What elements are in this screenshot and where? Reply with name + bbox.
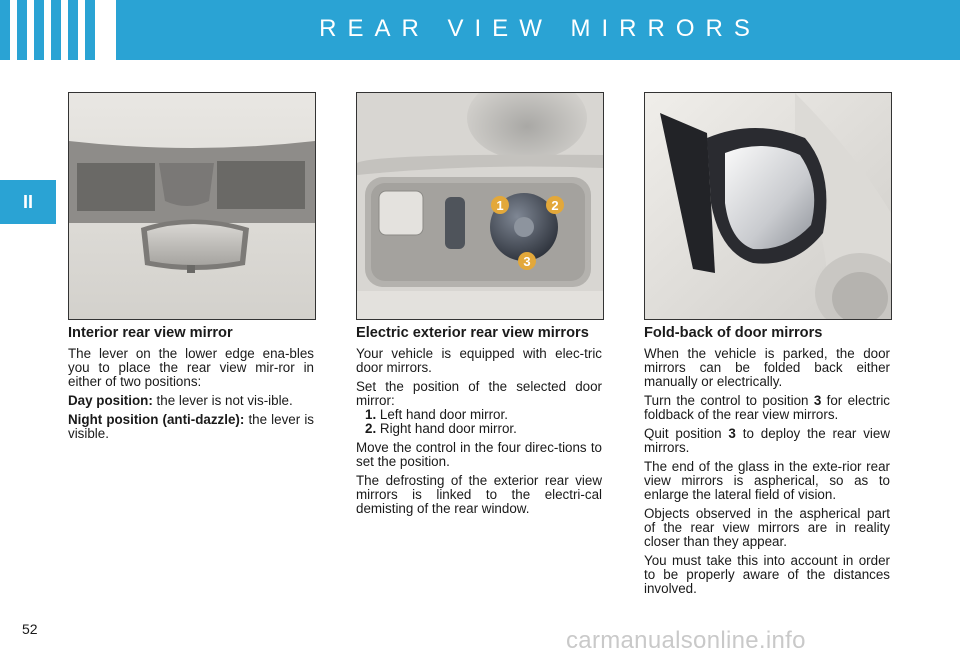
paragraph: The end of the glass in the exte-rior rear view mirrors is aspherical, so as to enlarge the lateral field of vision.: [644, 459, 890, 502]
label: Day position:: [68, 393, 153, 408]
page-header: [0, 0, 960, 60]
svg-text:1: 1: [496, 198, 504, 213]
text: Quit position: [644, 426, 729, 441]
svg-text:3: 3: [523, 254, 531, 269]
item-number: 2.: [365, 421, 377, 436]
section-heading: Interior rear view mirror: [68, 325, 233, 341]
text: for electric foldback of the rear view mirrors.: [644, 393, 890, 422]
text: the lever is not vis-ible.: [152, 393, 293, 408]
paragraph: [68, 413, 314, 441]
svg-text:2: 2: [551, 198, 559, 213]
header-stripe: [10, 0, 17, 60]
paragraph: [644, 394, 890, 422]
section-heading: Electric exterior rear view mirrors: [356, 325, 589, 341]
header-stripe: [78, 0, 85, 60]
header-stripe: [44, 0, 51, 60]
paragraph: [644, 427, 890, 455]
mirror-control-photo: [356, 92, 604, 320]
electric-mirror-section: [356, 326, 602, 521]
header-stripe: [95, 0, 116, 60]
paragraph: [68, 394, 314, 408]
section-heading: Fold-back of door mirrors: [644, 325, 823, 341]
position-number: 3: [813, 393, 822, 408]
text: the lever is visible.: [68, 412, 314, 441]
paragraph: The lever on the lower edge ena-bles you to place the rear view mir-ror in either of two positions:: [68, 346, 314, 389]
paragraph: Your vehicle is equipped with elec-tric door mirrors.: [356, 346, 602, 375]
item-number: 1.: [365, 407, 377, 422]
paragraph: Set the position of the selected door mirror:: [356, 379, 602, 408]
item-text: Right hand door mirror.: [376, 421, 517, 436]
header-stripe: [61, 0, 68, 60]
paragraph: Move the control in the four direc-tions to set the position.: [356, 440, 602, 469]
chapter-tab: II: [0, 180, 56, 224]
header-stripe: [27, 0, 34, 60]
item-text: Left hand door mirror.: [376, 407, 508, 422]
paragraph: Objects observed in the aspherical part of the rear view mirrors are in reality closer than they appear.: [644, 506, 890, 549]
watermark: carmanualsonline.info: [566, 627, 806, 654]
page-number: 52: [22, 621, 38, 637]
callout-2: [546, 196, 564, 214]
text: Turn the control to position: [644, 393, 814, 408]
callout-3: [518, 252, 536, 270]
list-item: [356, 408, 602, 422]
position-number: 3: [728, 426, 736, 441]
list-item: [356, 422, 602, 436]
callout-1: [491, 196, 509, 214]
paragraph: You must take this into account in order to be properly aware of the distances involved.: [644, 553, 890, 596]
interior-mirror-photo: [68, 92, 316, 320]
label: Night position (anti-dazzle):: [68, 412, 245, 427]
door-mirror-photo: [644, 92, 892, 320]
foldback-mirror-section: [644, 326, 890, 601]
page-title: REAR VIEW MIRRORS: [319, 15, 761, 42]
interior-mirror-section: [68, 326, 314, 446]
paragraph: When the vehicle is parked, the door mirrors can be folded back either manually or electrically.: [644, 346, 890, 389]
paragraph: The defrosting of the exterior rear view mirrors is linked to the electri-cal demisting of the rear window.: [356, 473, 602, 516]
text: to deploy the rear view mirrors.: [644, 426, 890, 455]
